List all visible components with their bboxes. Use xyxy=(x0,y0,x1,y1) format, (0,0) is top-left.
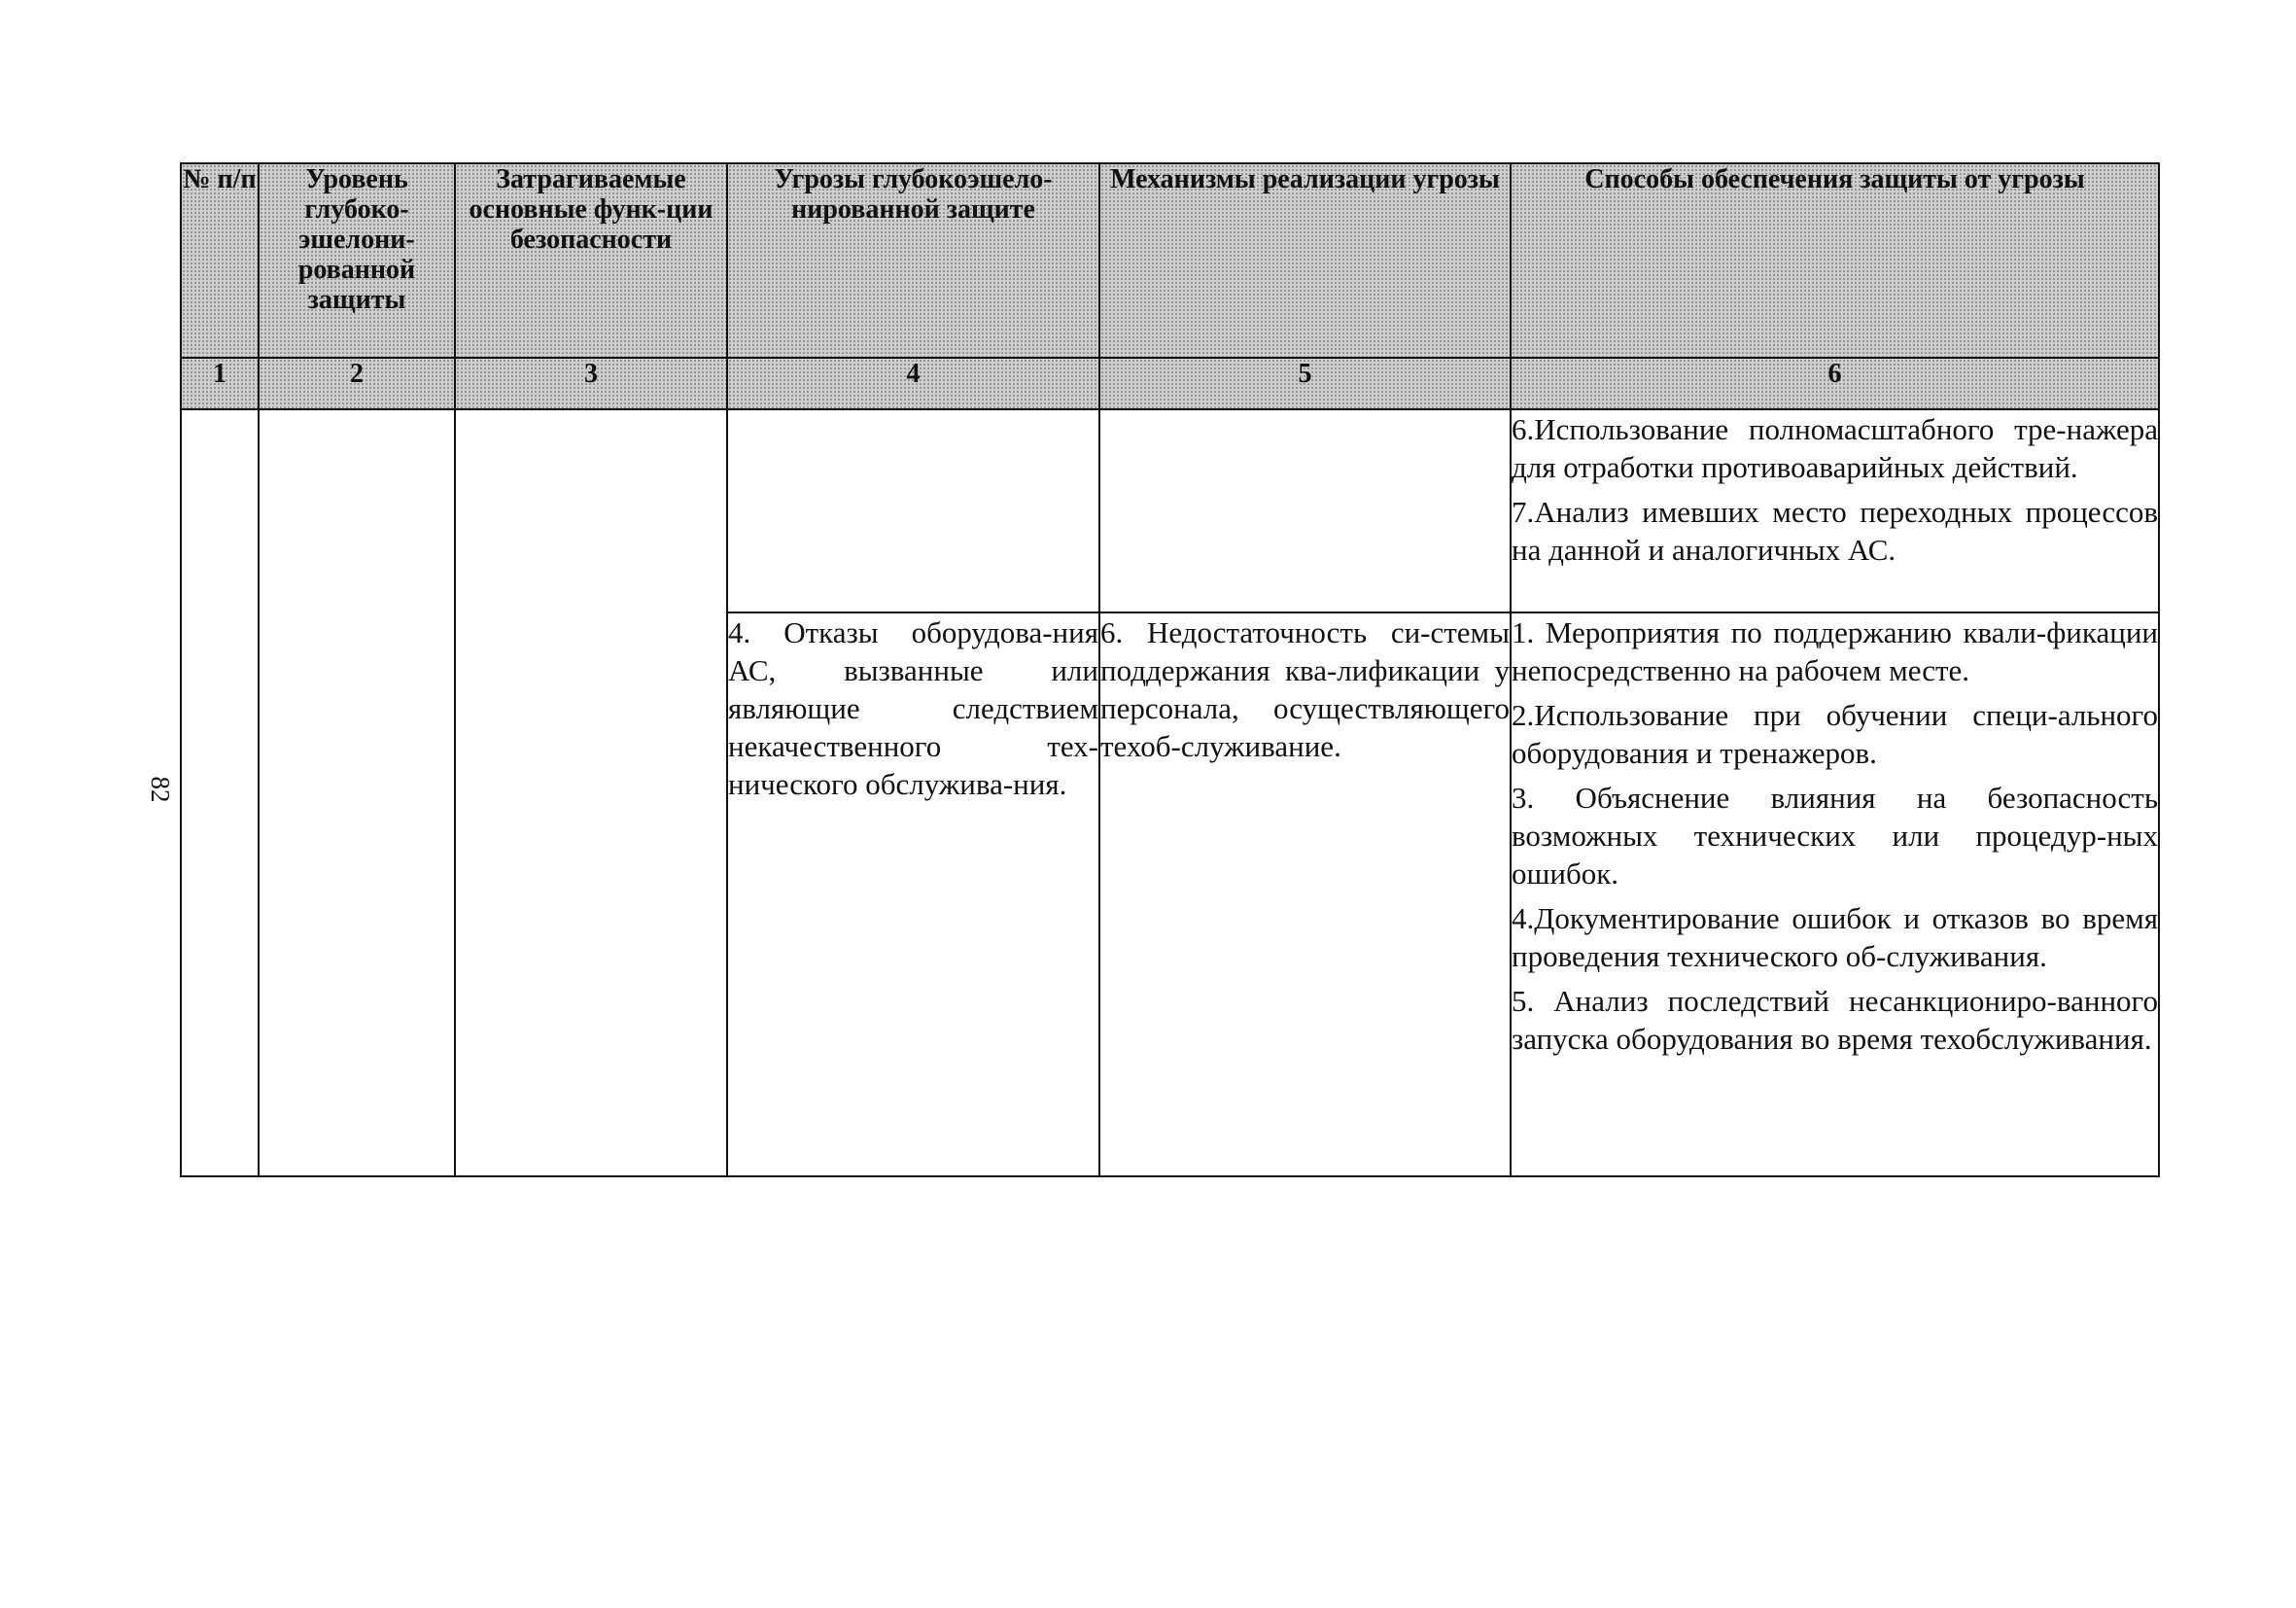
protection-item: 2.Использование при обучении специ-ального оборудования и тренажеров. xyxy=(1512,698,2158,770)
protection-item: 7.Анализ имевших место переходных процессов на данной и аналогичных АС. xyxy=(1512,495,2158,567)
header-number: № п/п xyxy=(181,163,259,358)
header-row xyxy=(181,163,2159,358)
protection-methods-cell xyxy=(1511,612,2159,1176)
header-mechanisms: Механизмы реализации угрозы xyxy=(1099,163,1511,358)
page-number: 82 xyxy=(146,776,175,803)
threat-text: 4. Отказы оборудова-ния АС, вызванные или являющие следствием некачественного тех-нического обслужива-ния. xyxy=(728,615,1098,801)
mechanism-text: 6. Недостаточность си-стемы поддержания ква-лификации у персонала, осуществляющего техоб-служивание. xyxy=(1100,615,1510,763)
threat-cell xyxy=(727,409,1099,612)
safety-functions-cell xyxy=(455,409,727,1176)
protection-item: 6.Использование полномасштабного тре-нажера для отработки противоаварийных действий. xyxy=(1512,412,2158,484)
protection-item: 3. Объяснение влияния на безопасность возможных технических или процедур-ных ошибок. xyxy=(1512,781,2158,891)
safety-threats-table xyxy=(180,162,2160,1177)
header-safety-functions: Затрагиваемые основные функ-ции безопасности xyxy=(455,163,727,358)
mechanism-cell xyxy=(1099,409,1511,612)
defense-level-cell xyxy=(259,409,455,1176)
header-defense-level: Уровень глубоко-эшелони-рованной защиты xyxy=(259,163,455,358)
protection-methods-cell xyxy=(1511,409,2159,612)
protection-item: 5. Анализ последствий несанкциониро-ванного запуска оборудования во время техобслуживания. xyxy=(1512,984,2158,1056)
column-number: 1 xyxy=(181,358,259,409)
mechanism-cell xyxy=(1099,612,1511,1176)
column-number: 6 xyxy=(1511,358,2159,409)
header-protection-methods: Способы обеспечения защиты от угрозы xyxy=(1511,163,2159,358)
number-cell xyxy=(181,409,259,1176)
protection-item: 4.Документирование ошибок и отказов во время проведения технического об-служивания. xyxy=(1512,901,2158,973)
header-threats: Угрозы глубокоэшело-нированной защите xyxy=(727,163,1099,358)
table-row xyxy=(181,409,2159,612)
column-number: 5 xyxy=(1099,358,1511,409)
column-number: 4 xyxy=(727,358,1099,409)
protection-item: 1. Мероприятия по поддержанию квали-фикации непосредственно на рабочем месте. xyxy=(1512,615,2158,687)
threat-cell xyxy=(727,612,1099,1176)
column-number-row xyxy=(181,358,2159,409)
column-number: 3 xyxy=(455,358,727,409)
column-number: 2 xyxy=(259,358,455,409)
